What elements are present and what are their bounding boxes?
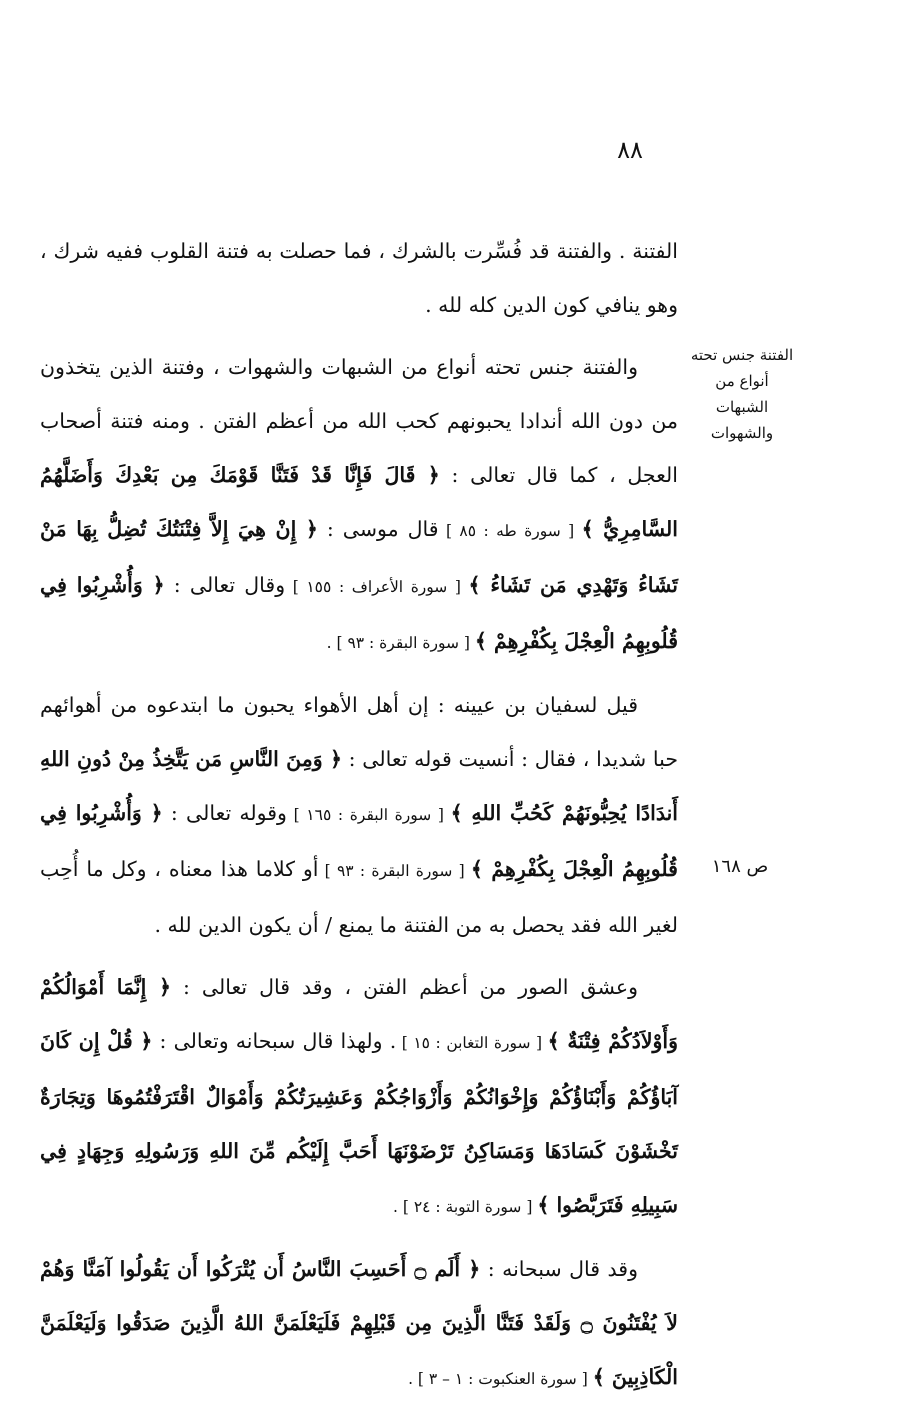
body-text bbox=[40, 224, 678, 1414]
quran-verse: ﴿ قَالَ فَإِنَّا قَدْ فَتَنَّا قَوْمَكَ مِن بَعْدِكَ وَأَضَلَّهُمُ السَّامِرِيُّ ﴾ bbox=[40, 463, 678, 541]
surah-citation: [ سورة التغابن : ١٥ ] bbox=[396, 1034, 548, 1052]
page-number: ٨٨ bbox=[617, 136, 643, 164]
quran-verse: ﴿ وَأُشْرِبُوا فِي قُلُوبِهِمُ الْعِجْلَ بِكُفْرِهِمْ ﴾ bbox=[40, 801, 678, 881]
paragraph-1 bbox=[40, 224, 678, 332]
surah-citation: [ سورة العنكبوت : ١ – ٣ ] . bbox=[408, 1370, 593, 1388]
paragraph-text: أو كلاما هذا معناه ، وكل ما أُحِب لغير الله فقد يحصل به من الفتنة ما يمنع / أن يكون الدين لله . bbox=[40, 857, 678, 937]
paragraph-text: وقوله تعالى : bbox=[162, 801, 287, 825]
surah-citation: [ سورة الأعراف : ١٥٥ ] bbox=[285, 578, 469, 596]
quran-verse: ﴿ إِنْ هِيَ إِلاَّ فِتْنَتُكَ تُضِلُّ بِهَا مَنْ تَشَاءُ وَتَهْدِي مَن تَشَاءُ ﴾ bbox=[40, 517, 679, 597]
quran-verse: ﴿ إِنَّمَا أَمْوَالُكُمْ وَأَوْلاَدُكُمْ فِتْنَةٌ ﴾ bbox=[40, 975, 679, 1053]
margin-page-reference: ص ١٦٨ bbox=[711, 856, 769, 877]
paragraph-text: وقد قال سبحانه : bbox=[480, 1257, 638, 1281]
paragraph-text: الفتنة . والفتنة قد فُسِّرت بالشرك ، فما حصلت به فتنة القلوب ففيه شرك ، وهو ينافي كون الدين كله لله . bbox=[40, 239, 678, 317]
paragraph-2 bbox=[40, 340, 678, 670]
margin-heading: الفتنة جنس تحته أنواع من الشبهات والشهوات bbox=[690, 346, 794, 442]
quran-verse: ﴿ أَلَم ۝ أَحَسِبَ النَّاسُ أَن يُتْرَكُوا أَن يَقُولُوا آمَنَّا وَهُمْ لاَ يُفْتَنُونَ ۝ وَلَقَدْ فَتَنَّا الَّذِينَ مِن قَبْلِهِمْ فَلَيَعْلَمَنَّ اللهُ الَّذِينَ صَدَقُوا وَلَيَعْلَمَنَّ الْكَاذِبِينَ ﴾ bbox=[40, 1257, 678, 1389]
paragraph-4 bbox=[40, 960, 678, 1234]
surah-citation: [ سورة البقرة : ٩٣ ] . bbox=[326, 634, 475, 652]
quran-verse: ﴿ قُلْ إِن كَانَ آبَاؤُكُمْ وَأَبْنَاؤُكُمْ وَإِخْوَانُكُمْ وَأَزْوَاجُكُمْ وَعَشِيرَتُكُمْ وَأَمْوَالٌ اقْتَرَفْتُمُوهَا وَتِجَارَةٌ تَخْشَوْنَ كَسَادَهَا وَمَسَاكِنُ تَرْضَوْنَهَا أَحَبَّ إِلَيْكُم مِّنَ اللهِ وَرَسُولِهِ وَجِهَادٍ فِي سَبِيلِهِ فَتَرَبَّصُوا ﴾ bbox=[40, 1029, 678, 1217]
surah-citation: [ سورة البقرة : ١٦٥ ] bbox=[286, 806, 451, 824]
paragraph-text: . ولهذا قال سبحانه وتعالى : bbox=[152, 1029, 397, 1053]
surah-citation: [ سورة البقرة : ٩٣ ] bbox=[318, 862, 471, 880]
paragraph-text: قيل لسفيان بن عيينه : إن أهل الأهواء يحبون ما ابتدعوه من أهوائهم حبا شديدا ، فقال : أنسيت قوله تعالى : bbox=[40, 693, 678, 771]
paragraph-text: وقال تعالى : bbox=[164, 573, 286, 597]
paragraph-text: قال موسى : bbox=[317, 517, 439, 541]
quran-verse: ﴿ وَأُشْرِبُوا فِي قُلُوبِهِمُ الْعِجْلَ بِكُفْرِهِمْ ﴾ bbox=[40, 573, 678, 653]
surah-citation: [ سورة التوبة : ٢٤ ] . bbox=[392, 1198, 538, 1216]
quran-verse: ﴿ وَمِنَ النَّاسِ مَن يَتَّخِذُ مِنْ دُونِ اللهِ أَندَادًا يُحِبُّونَهُمْ كَحُبِّ اللهِ ﴾ bbox=[40, 747, 678, 825]
paragraph-text: والفتنة جنس تحته أنواع من الشبهات والشهوات ، وفتنة الذين يتخذون من دون الله أندادا يحبونهم كحب الله من أعظم الفتن . ومنه فتنة أصحاب العجل ، كما قال تعالى : bbox=[40, 355, 679, 487]
paragraph-text: وعشق الصور من أعظم الفتن ، وقد قال تعالى : bbox=[170, 975, 638, 999]
paragraph-3 bbox=[40, 678, 678, 952]
paragraph-5 bbox=[40, 1242, 678, 1406]
surah-citation: [ سورة طه : ٨٥ ] bbox=[438, 522, 582, 540]
